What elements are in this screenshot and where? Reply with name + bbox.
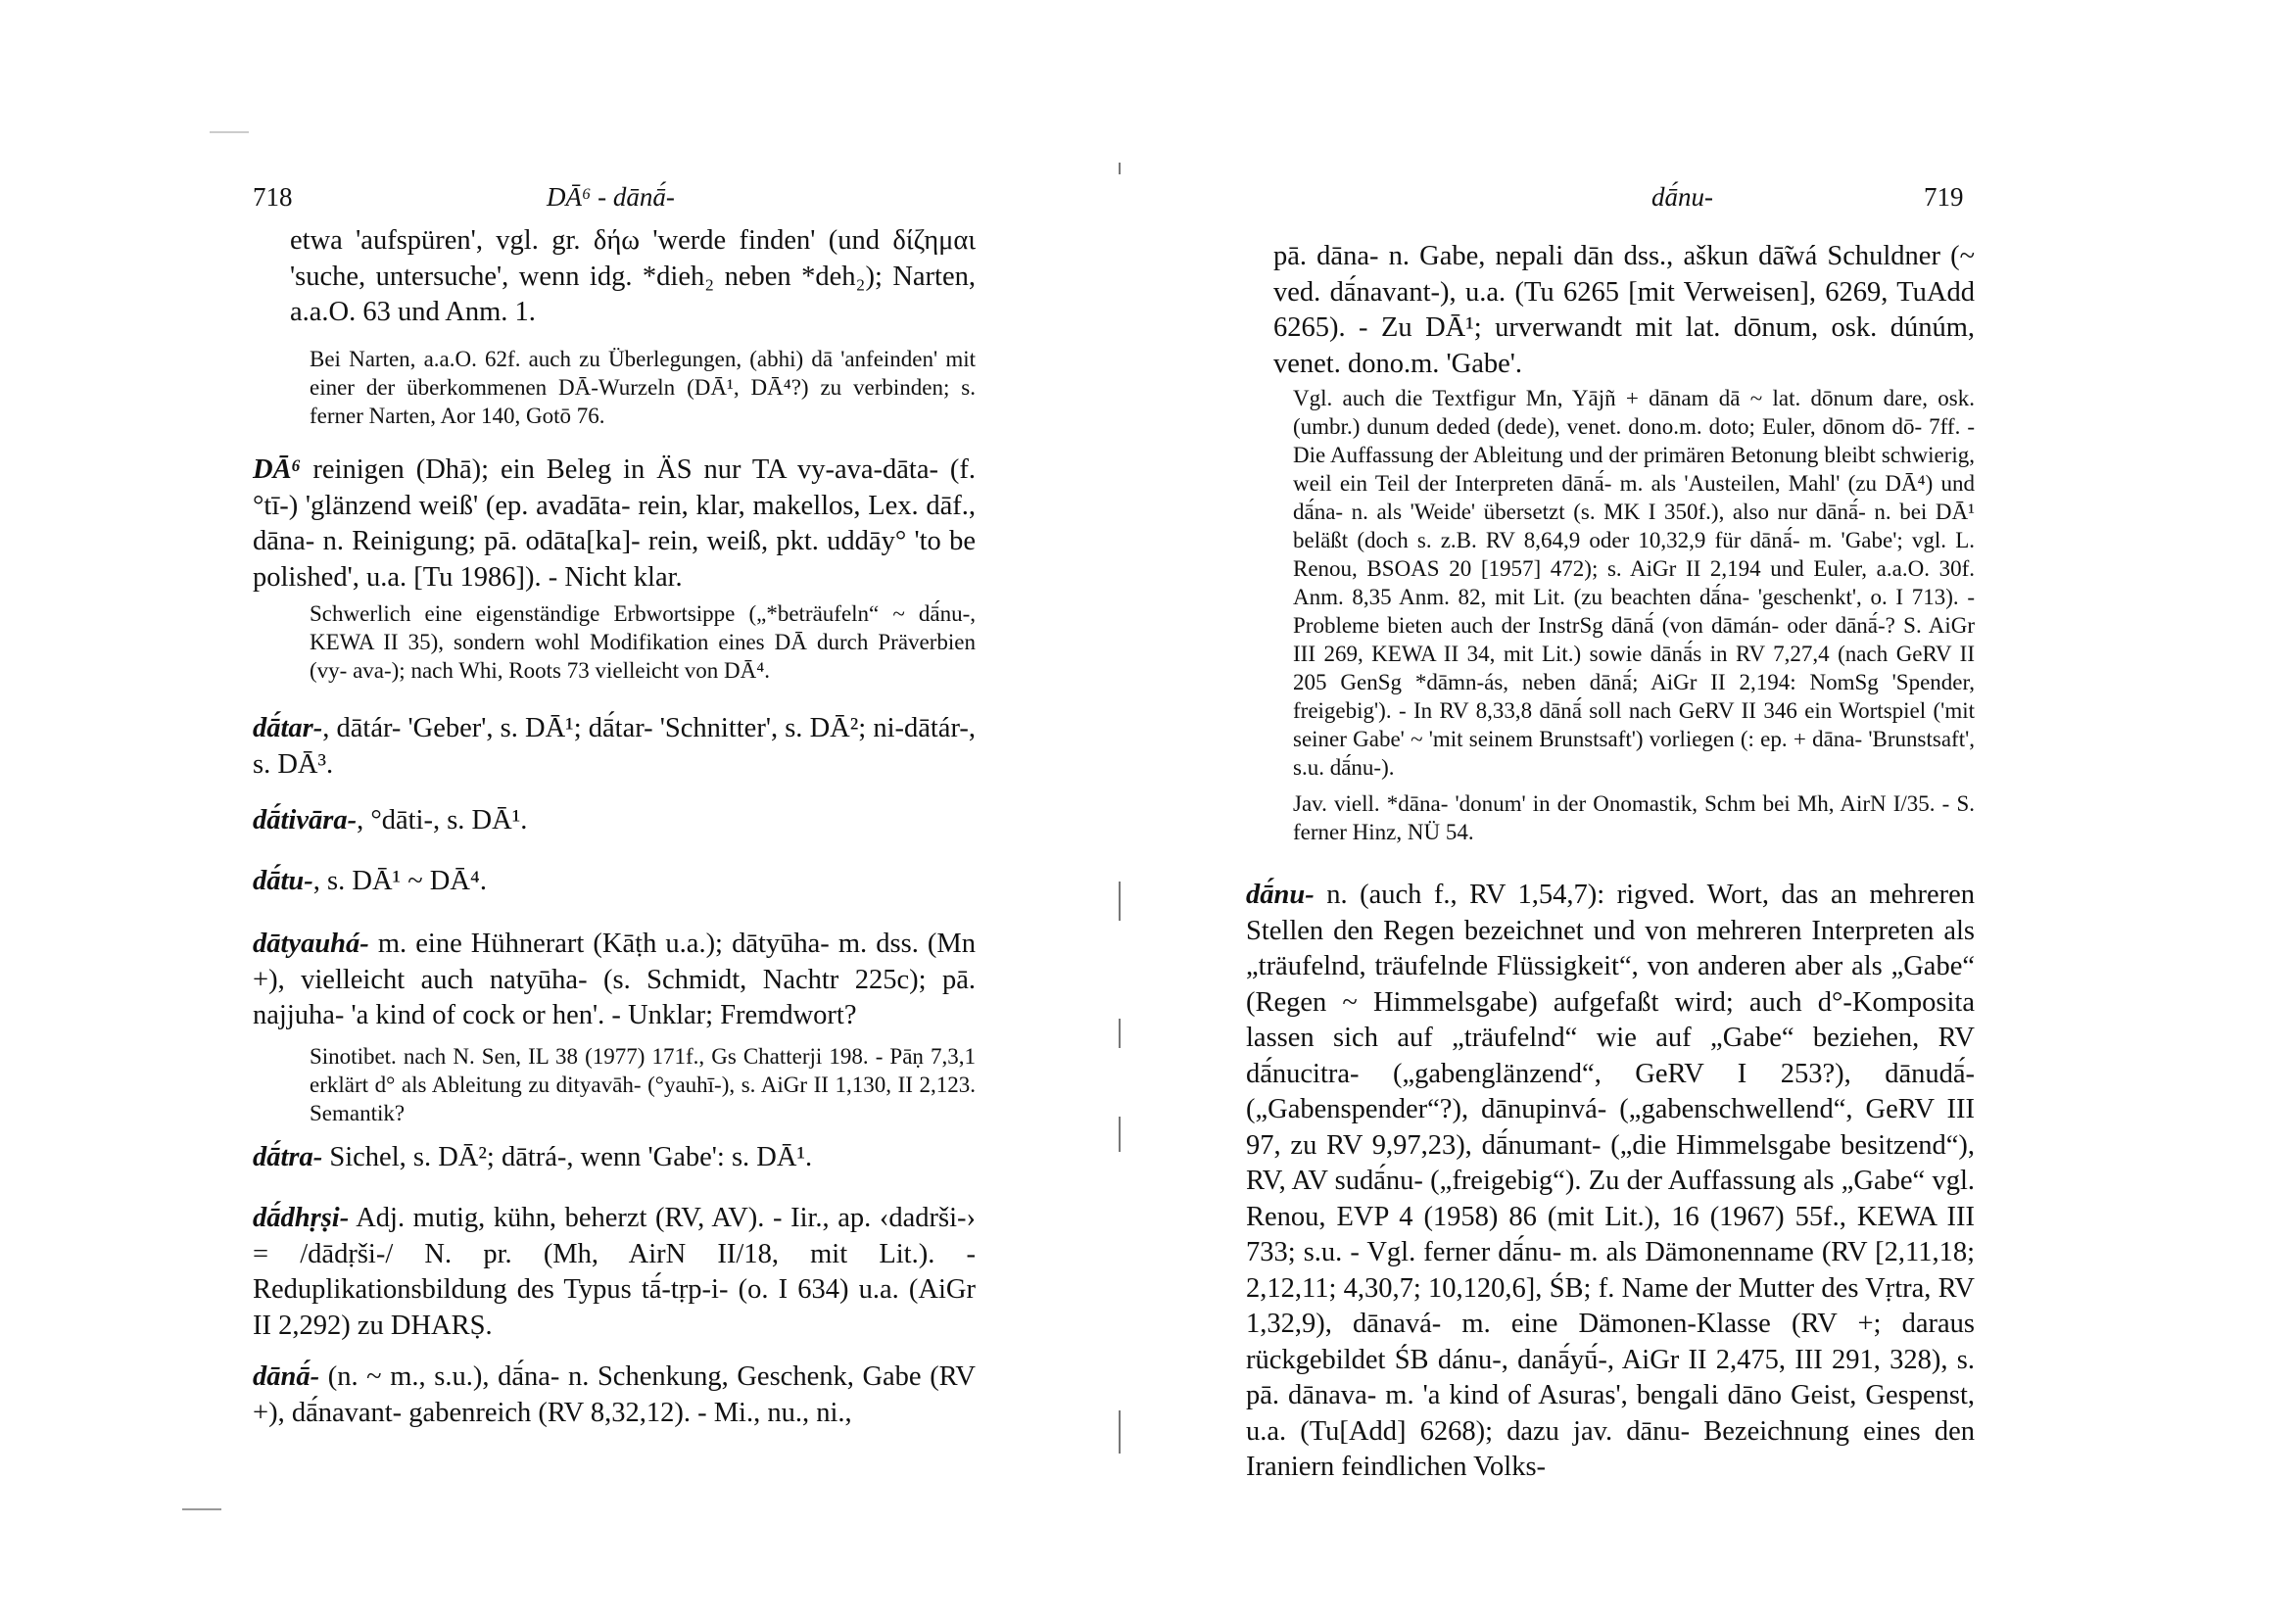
- gutter-mark: [1119, 882, 1121, 921]
- entry: [253, 1201, 976, 1344]
- entry-text: m. eine Hühnerart (Kāṭh u.a.); dātyūha- m. dss. (Mn +), vielleicht auch natyūha- (s. Schmidt, Nachtr 225c); pā. najjuha- 'a kind of cock or hen'. - Unklar; Fremdwort?: [253, 929, 976, 1030]
- note-text: Vgl. auch die Textfigur Mn, Yājñ + dānam dā ~ lat. dōnum dare, osk. (umbr.) dunum deded (dede), venet. dono.m. doto; Euler, dōnom dō- 7ff. - Die Auffassung der Ableitung und der primären Betonung bleibt schwierig, weil ein Teil der Interpreten dānā́- m. als 'Austeilen, Mahl' (zu DĀ⁴) und dā́na- n. als 'Weide' übersetzt (s. MK I 350f.), also nur dānā́- n. bei DĀ¹ beläßt (doch s. z.B. RV 8,64,9 oder 10,32,9 für dānā́- m. 'Gabe'; vgl. L. Renou, BSOAS 20 [1957] 472); s. AiGr II 2,194 und Euler, a.a.O. 30f. Anm. 8,35 Anm. 82, mit Lit. (zu beachten dā́na- 'geschenkt', o. I 713). - Probleme bieten auch der InstrSg dānā́ (von dāmán- oder dānā́-? S. AiGr III 269, KEWA II 34, mit Lit.) sowie dānā́s in RV 7,27,4 (nach GeRV II 205 GenSg *dāmn-ás, neben dānā́; AiGr II 2,194: NomSg 'Spender, freigebig'). - In RV 8,33,8 dānā́ soll nach GeRV II 346 ein Wortspiel ('mit seiner Gabe' ~ 'mit seinem Brunstsaft') vorliegen (: ep. + dāna- 'Brunstsaft', s.u. dā́nu-).: [1293, 386, 1975, 780]
- entry-lemma: DĀ⁶: [253, 454, 302, 485]
- entry-lemma: dā́tivāra-: [253, 805, 358, 835]
- entry: [253, 1140, 976, 1176]
- paragraph-text: etwa 'aufspüren', vgl. gr. δήω 'werde finden' (und δίζημαι 'suche, untersuche', wenn idg. *dieh₂ neben *deh₂); Narten, a.a.O. 63 und Anm. 1.: [290, 225, 976, 327]
- entry: [1246, 878, 1975, 1486]
- gutter-mark: [1119, 163, 1121, 174]
- entry: [253, 453, 976, 596]
- entry-lemma: dā́tra-: [253, 1142, 323, 1172]
- note: [310, 345, 976, 430]
- note-text: Bei Narten, a.a.O. 62f. auch zu Überlegungen, (abhi) dā 'anfeinden' mit einer der überkommenen DĀ-Wurzeln (DĀ¹, DĀ⁴?) zu verbinden; s. ferner Narten, Aor 140, Gotō 76.: [310, 347, 976, 428]
- entry-lemma: dā́dhṛṣi-: [253, 1203, 350, 1233]
- entry-text: Adj. mutig, kühn, beherzt (RV, AV). - Iir., ap. ‹dadrši-› = /dādṛši-/ N. pr. (Mh, AirN II/18, mit Lit.). - Reduplikationsbildung des Typus tā́-tṛp-i- (o. I 634) u.a. (AiGr II 2,292) zu DHARṢ.: [253, 1203, 976, 1341]
- entry-text: n. (auch f., RV 1,54,7): rigved. Wort, das an mehreren Stellen den Regen bezeichnet und von mehreren Interpreten als „träufelnd, träufelnde Flüssigkeit“, von anderen aber als „Gabe“ (Regen ~ Himmelsgabe) aufgefaßt wird; auch d°-Komposita lassen sich auf „träufelnd“ wie auf „Gabe“ beziehen, RV dā́nucitra- („gabenglänzend“, GeRV I 253?), dānudā́- („Gabenspender“?), dānupinvá- („gabenschwellend“, GeRV III 97, zu RV 9,97,23), dā́numant- („die Himmelsgabe besitzend“), RV, AV sudā́nu- („freigebig“). Zu der Auffassung als „Gabe“ vgl. Renou, EVP 4 (1958) 86 (mit Lit.), 16 (1967) 55f., KEWA III 733; s.u. - Vgl. ferner dā́nu- m. als Dämonenname (RV [2,11,18; 2,12,11; 4,30,7; 10,120,6], ŚB; f. Name der Mutter des Vṛtra, RV 1,32,9), dānavá- m. eine Dämonen-Klasse (RV +; daraus rückgebildet ŚB dánu-, danā́yū́-, AiGr II 2,475, III 291, 328), s. pā. dānava- m. 'a kind of Asuras', bengali dāno Geist, Gespenst, u.a. (Tu[Add] 6268); dazu jav. dānu- Bezeichnung eines den Iraniern feindlichen Volks-: [1246, 880, 1975, 1482]
- note: [1293, 384, 1975, 782]
- entry-lemma: dā́nu-: [1246, 880, 1315, 910]
- note-text: Jav. viell. *dāna- 'donum' in der Onomastik, Schm bei Mh, AirN I/35. - S. ferner Hinz, NÜ 54.: [1293, 791, 1975, 844]
- entry-text: Sichel, s. DĀ²; dātrá-, wenn 'Gabe': s. DĀ¹.: [322, 1142, 813, 1172]
- entry-lemma: dānā́-: [253, 1361, 320, 1392]
- entry-lemma: dā́tu-: [253, 866, 313, 896]
- entry-text: , °dāti-, s. DĀ¹.: [357, 805, 528, 835]
- note: [310, 599, 976, 685]
- gutter-mark: [1119, 1117, 1121, 1152]
- right-running-head: dā́nu-: [1651, 182, 1713, 212]
- paragraph: [290, 223, 976, 331]
- entry: [253, 864, 976, 900]
- entry-text: reinigen (Dhā); ein Beleg in ÄS nur TA vy-ava-dāta- (f. °tī-) 'glänzend weiß' (ep. avadāta- rein, klar, makellos, Lex. dāf., dāna- n. Reinigung; pā. odāta[ka]- rein, weiß, pkt. uddāy° 'to be polished', u.a. [Tu 1986]). - Nicht klar.: [253, 454, 976, 593]
- note-text: Sinotibet. nach N. Sen, IL 38 (1977) 171f., Gs Chatterji 198. - Pāṇ 7,3,1 erklärt d° als Ableitung zu dityavāh- (°yauhī-), s. AiGr II 1,130, II 2,123. Semantik?: [310, 1044, 976, 1125]
- entry-text: , s. DĀ¹ ~ DĀ⁴.: [312, 866, 487, 896]
- paragraph: [1273, 239, 1975, 382]
- gutter-mark: [1119, 1410, 1121, 1454]
- entry: [253, 711, 976, 783]
- scan-speck: [182, 1508, 221, 1510]
- note-text: Schwerlich eine eigenständige Erbwortsippe („*beträufeln“ ~ dā́nu-, KEWA II 35), sondern wohl Modifikation eines DĀ durch Präverbien (vy- ava-); nach Whi, Roots 73 vielleicht von DĀ⁴.: [310, 601, 976, 683]
- right-page-number: 719: [1924, 182, 1964, 212]
- left-page-number: 718: [253, 182, 293, 212]
- entry: [253, 803, 976, 839]
- entry-text: , dātár- 'Geber', s. DĀ¹; dā́tar- 'Schnitter', s. DĀ²; ni-dātár-, s. DĀ³.: [253, 713, 976, 780]
- entry: [253, 927, 976, 1034]
- entry-text: (n. ~ m., s.u.), dā́na- n. Schenkung, Geschenk, Gabe (RV +), dā́navant- gabenreich (RV 8,32,12). - Mi., nu., ni.,: [253, 1361, 976, 1428]
- paragraph-text: pā. dāna- n. Gabe, nepali dān dss., aškun dā̃wá Schuldner (~ ved. dā́navant-), u.a. (Tu 6265 [mit Verweisen], 6269, TuAdd 6265). - Zu DĀ¹; urverwandt mit lat. dōnum, osk. dúnúm, venet. dono.m. 'Gabe'.: [1273, 241, 1975, 379]
- entry-lemma: dātyauhá-: [253, 929, 369, 959]
- left-running-head: DĀ⁶ - dānā́-: [547, 182, 675, 212]
- note: [310, 1042, 976, 1127]
- entry: [253, 1360, 976, 1431]
- entry-lemma: dā́tar-: [253, 713, 323, 743]
- scan-speck: [210, 131, 249, 133]
- note: [1293, 789, 1975, 846]
- gutter-mark: [1119, 1019, 1121, 1048]
